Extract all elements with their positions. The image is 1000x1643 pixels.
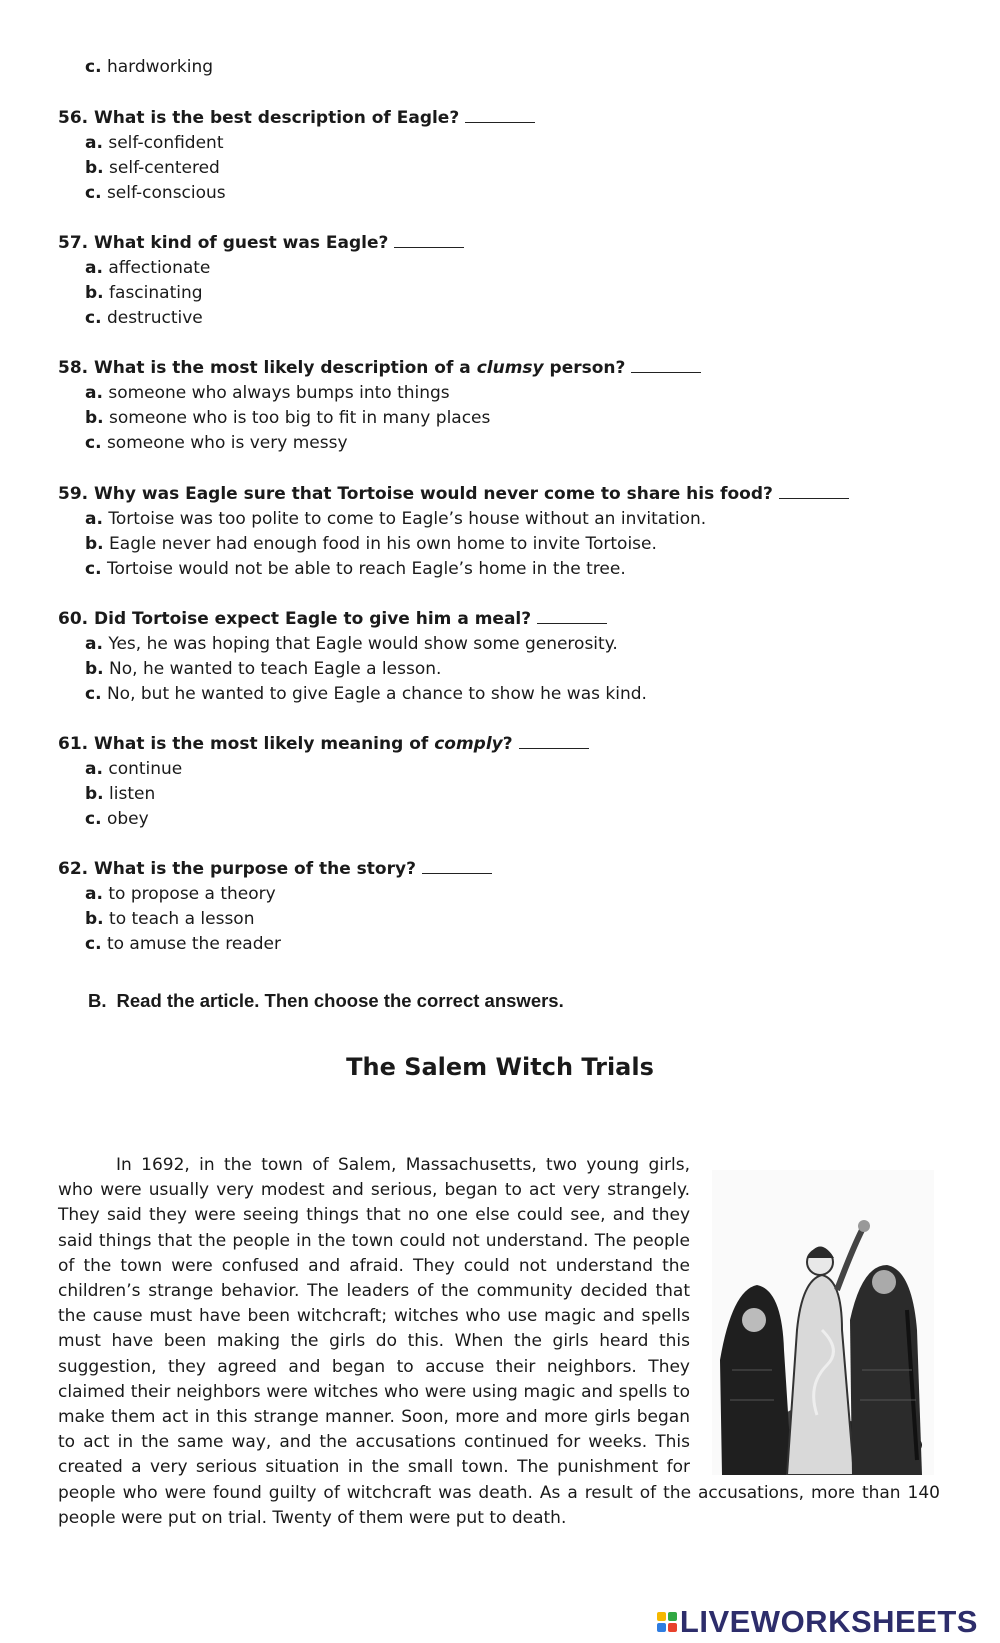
question-60 — [58, 607, 647, 708]
option-c[interactable]: c. to amuse the reader — [85, 934, 281, 955]
question-57 — [58, 231, 464, 332]
option-c[interactable]: c. self-conscious — [85, 183, 226, 204]
option-c[interactable]: c. No, but he wanted to give Eagle a chance to show he was kind. — [85, 684, 647, 705]
option-b[interactable]: b. Eagle never had enough food in his own home to invite Tortoise. — [85, 534, 657, 555]
question-56 — [58, 106, 535, 207]
option-c[interactable] — [85, 55, 213, 80]
option-b[interactable]: b. No, he wanted to teach Eagle a lesson. — [85, 659, 442, 680]
article — [58, 1153, 940, 1531]
liveworksheets-logo[interactable] — [657, 1604, 978, 1640]
answer-blank[interactable] — [779, 484, 849, 499]
option-b[interactable]: b. someone who is too big to fit in many places — [85, 408, 491, 429]
option-text: hardworking — [106, 57, 214, 77]
witch-trial-illustration — [712, 1170, 934, 1475]
option-b[interactable]: b. self-centered — [85, 158, 220, 179]
answer-blank[interactable] — [465, 108, 535, 123]
option-c[interactable]: c. destructive — [85, 308, 203, 329]
logo-mark-icon — [657, 1612, 677, 1632]
article-title: The Salem Witch Trials — [346, 1053, 654, 1081]
option-a[interactable]: a. to propose a theory — [85, 884, 276, 904]
option-b[interactable]: b. to teach a lesson — [85, 909, 255, 930]
option-b[interactable]: b. fascinating — [85, 283, 203, 304]
answer-blank[interactable] — [394, 233, 464, 248]
section-b-heading: B. Read the article. Then choose the correct answers. — [88, 990, 564, 1011]
question-58 — [58, 356, 701, 457]
question-61 — [58, 732, 589, 833]
logo-text: LIVEWORKSHEETS — [679, 1604, 978, 1639]
question-59 — [58, 482, 849, 583]
option-a[interactable]: a. Yes, he was hoping that Eagle would show some generosity. — [85, 634, 618, 654]
answer-blank[interactable] — [631, 358, 701, 373]
option-c[interactable]: c. someone who is very messy — [85, 433, 348, 454]
option-b[interactable]: b. listen — [85, 784, 156, 805]
question-62 — [58, 857, 492, 958]
option-letter: c. — [85, 57, 102, 77]
question-55-tail — [58, 55, 213, 80]
option-a[interactable]: a. someone who always bumps into things — [85, 383, 450, 403]
answer-blank[interactable] — [422, 859, 492, 874]
question-title: 58. What is the most likely description of a clumsy person? — [58, 356, 701, 381]
question-title: 56. What is the best description of Eagle? — [58, 106, 535, 131]
option-a[interactable]: a. affectionate — [85, 258, 211, 278]
option-a[interactable]: a. Tortoise was too polite to come to Eagle’s house without an invitation. — [85, 509, 707, 529]
question-title: 60. Did Tortoise expect Eagle to give him a meal? — [58, 607, 647, 632]
question-title: 62. What is the purpose of the story? — [58, 857, 492, 882]
answer-blank[interactable] — [519, 734, 589, 749]
answer-blank[interactable] — [537, 609, 607, 624]
article-paragraph: In 1692, in the town of Salem, Massachusetts, two young girls, who were usually very modest and serious, began to act very strangely. They said they were seeing things that no one else could see, and they said things that the people in the town could not understand. The people of the town were confused and afraid. They could not understand the children’s strange behavior. The leaders of the community decided that the cause must have been witchcraft; witches who use magic and spells must have been making the girls do this. When the girls heard this suggestion, they agreed and began to accuse their neighbors. They claimed their neighbors were witches who were using magic and spells to make them act in this strange manner. Soon, more and more girls began to act in the same way, and the accusations continued for weeks. This created a very serious situation in the small town. The punishment for people who were found guilty of witchcraft was death. As a result of the accusations, more than 140 people were put on trial. Twenty of them were put to death. — [58, 1155, 940, 1528]
option-c[interactable]: c. obey — [85, 809, 149, 830]
option-c[interactable]: c. Tortoise would not be able to reach Eagle’s home in the tree. — [85, 559, 626, 580]
question-title: 61. What is the most likely meaning of comply? — [58, 732, 589, 757]
question-title: 57. What kind of guest was Eagle? — [58, 231, 464, 256]
option-a[interactable]: a. continue — [85, 759, 183, 779]
question-title: 59. Why was Eagle sure that Tortoise would never come to share his food? — [58, 482, 849, 507]
option-a[interactable]: a. self-confident — [85, 133, 224, 153]
